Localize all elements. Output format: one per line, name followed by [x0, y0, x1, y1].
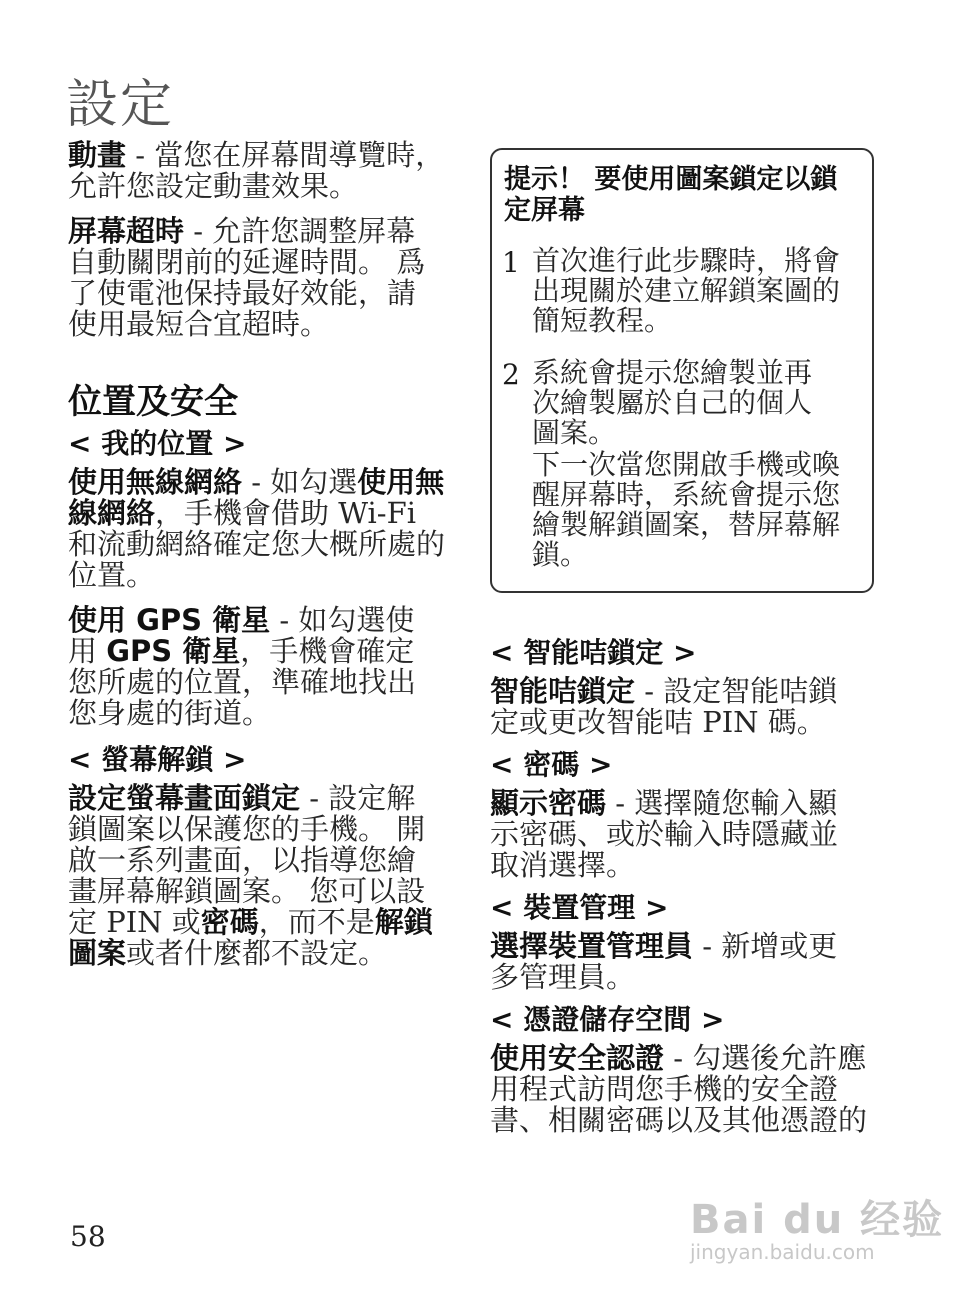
show-password-term: 顯示密碼 [490, 786, 607, 820]
timeout-term: 屏幕超時 [68, 214, 185, 248]
wireless-term: 使用無線網絡 [68, 465, 243, 499]
smart-card-desc: - 設定智能咭鎖定或更改智能咭 PIN 碼。 [490, 674, 838, 739]
tip-item-2-number: 2 [502, 358, 520, 391]
wireless-desc-1: - 如勾選 [242, 465, 358, 499]
smart-card-term: 智能咭鎖定 [490, 674, 636, 708]
secure-credential-setting [490, 1043, 878, 1136]
screen-lock-term: 設定螢幕畫面鎖定 [68, 781, 301, 815]
page-title: 設定 [66, 75, 175, 135]
animation-desc: - 當您在屏幕間導覽時，允許您設定動畫效果。 [68, 138, 445, 203]
left-column [68, 140, 448, 969]
my-location-heading: < 我的位置 > [68, 427, 247, 460]
wireless-setting [68, 467, 448, 591]
tip-item-2-text: 系統會提示您繪製並再次繪製屬於自己的個人圖案。 [532, 356, 813, 449]
show-password-setting [490, 788, 860, 881]
baidu-watermark: Bai du 经验 [690, 1197, 945, 1243]
smart-card-heading: < 智能咭鎖定 > [490, 636, 697, 669]
wireless-term-2: 使用無線網絡 [68, 465, 445, 530]
gps-term: 使用 GPS 衛星 [68, 603, 271, 637]
timeout-desc: - 允許您調整屏幕自動關閉前的延遲時間。 爲了使電池保持最好效能，請使用最短合宜超時。 [68, 214, 426, 341]
gps-desc-1: - 如勾選使用 [68, 603, 415, 668]
section-title-location-security: 位置及安全 [68, 382, 238, 422]
gps-term-2: GPS 衛星 [106, 634, 241, 668]
device-admin-setting [490, 931, 860, 993]
screen-lock-desc-2: ，而不是 [258, 905, 375, 939]
tip-item-1-text: 首次進行此步驟時，將會出現關於建立解鎖案圖的簡短教程。 [532, 244, 841, 337]
animation-term: 動畫 [68, 138, 127, 172]
screen-lock-setting [68, 783, 440, 969]
screen-lock-desc-3: 或者什麼都不設定。 [126, 936, 388, 970]
password-heading: < 密碼 > [490, 748, 613, 781]
tip-title: 提示！ 要使用圖案鎖定以鎖定屏幕 [504, 164, 838, 226]
device-admin-heading: < 裝置管理 > [490, 891, 669, 924]
tip-item-1-number: 1 [502, 246, 520, 279]
tip-box [490, 148, 874, 593]
tip-item-2-text-2: 下一次當您開啟手機或喚醒屏幕時，系統會提示您繪製解鎖圖案，替屏幕解鎖。 [532, 448, 841, 571]
show-password-desc: - 選擇隨您輸入顯示密碼、或於輸入時隱藏並取消選擇。 [490, 786, 839, 882]
screen-lock-term-2: 密碼 [200, 905, 259, 939]
gps-setting [68, 605, 438, 729]
smart-card-setting [490, 676, 860, 738]
screen-lock-term-3: 解鎖圖案 [68, 905, 433, 970]
credential-storage-heading: < 憑證儲存空間 > [490, 1003, 725, 1036]
secure-credential-desc: - 勾選後允許應用程式訪問您手機的安全證書、相關密碼以及其他憑證的 [490, 1041, 868, 1137]
screen-unlock-heading: < 螢幕解鎖 > [68, 743, 247, 776]
device-admin-term: 選擇裝置管理員 [490, 929, 694, 963]
page-number: 58 [70, 1220, 106, 1253]
gps-desc-2: ，手機會確定您所處的位置，準確地找出您身處的街道。 [68, 634, 417, 730]
screen-lock-desc-1: - 設定解鎖圖案以保護您的手機。 開啟一系列畫面，以指導您繪畫屏幕解鎖圖案。 您可以設定 PIN 或 [68, 781, 426, 939]
wireless-desc-2: ，手機會借助 Wi-Fi 和流動網絡確定您大概所處的位置。 [68, 496, 446, 592]
secure-credential-term: 使用安全認證 [490, 1041, 665, 1075]
baidu-watermark-url: jingyan.baidu.com [690, 1240, 875, 1264]
device-admin-desc: - 新增或更多管理員。 [490, 929, 838, 994]
timeout-setting [68, 216, 440, 340]
right-column [490, 636, 880, 1136]
animation-setting [68, 140, 448, 202]
